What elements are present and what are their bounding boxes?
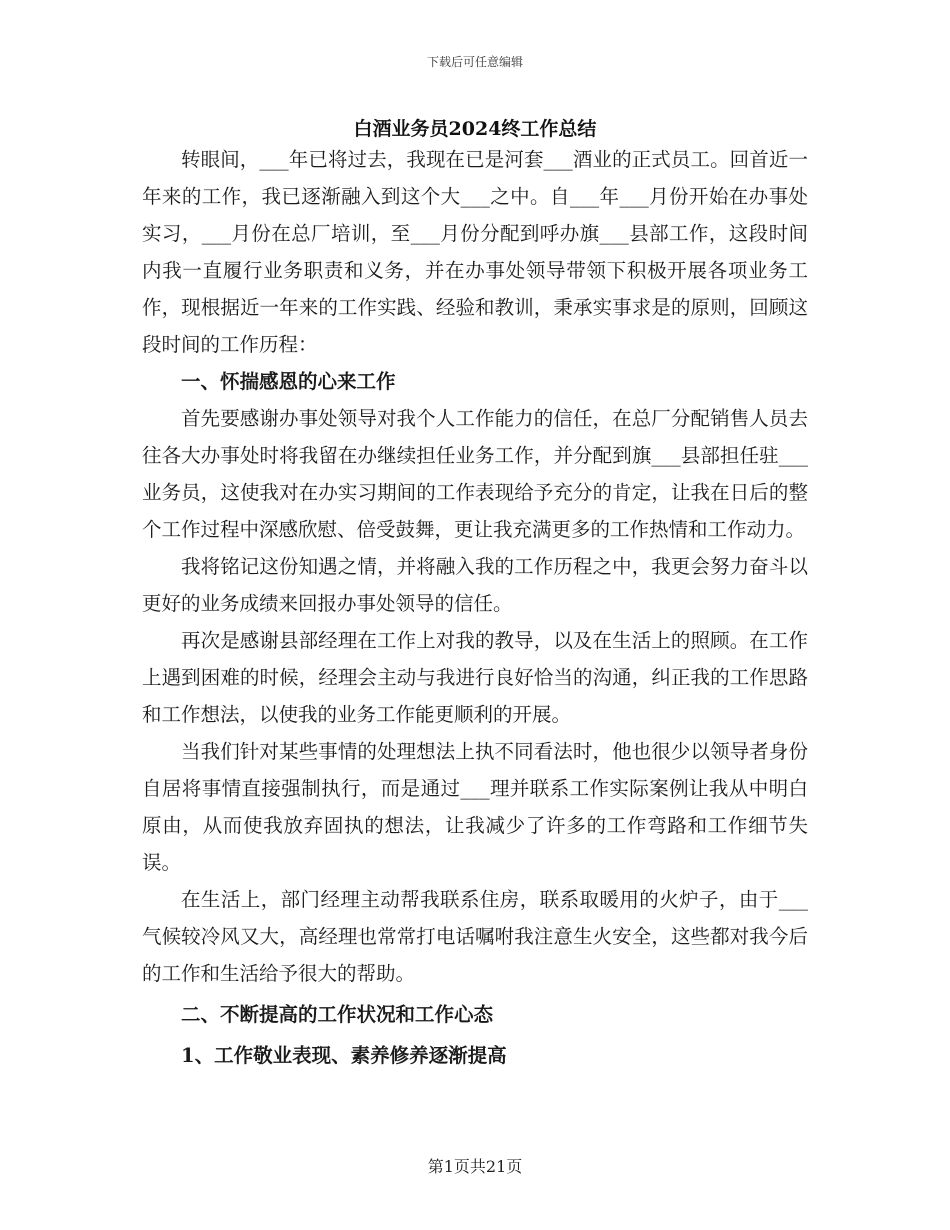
header-note: 下载后可任意编辑 xyxy=(426,55,523,69)
document-title: 白酒业务员2024终工作总结 xyxy=(353,118,597,140)
paragraph: 转眼间，___年已将过去，我现在已是河套___酒业的正式员工。回首近一年来的工作，我已逐渐融入到这个大___之中。自___年___月份开始在办事处实习，___月份在总厂培训，至___月份分配到呼办旗___县部工作，这段时间内我一直履行业务职责和义务，并在办事处领导带领下积极开展各项业务工作，现根据近一年来的工作实践、经验和教训，秉承实事求是的原则，回顾这段时间的工作历程： xyxy=(142,148,808,356)
paragraph: 当我们针对某些事情的处理想法上执不同看法时，他也很少以领导者身份自居将事情直接强制执行，而是通过___理并联系工作实际案例让我从中明白原由，从而使我放弃固执的想法，让我减少了许多的工作弯路和工作细节失误。 xyxy=(142,740,808,874)
page-number: 第1页共21页 xyxy=(427,1157,523,1176)
section-heading: 一、怀揣感恩的心来工作 xyxy=(181,370,396,393)
paragraph: 在生活上，部门经理主动帮我联系住房，联系取暖用的火炉子，由于___气候较冷风又大，高经理也常常打电话嘱咐我注意生火安全，这些都对我今后的工作和生活给予很大的帮助。 xyxy=(142,888,808,985)
paragraph: 首先要感谢办事处领导对我个人工作能力的信任，在总厂分配销售人员去往各大办事处时将我留在办继续担任业务工作，并分配到旗___县部担任驻___业务员，这使我对在办实习期间的工作表现给予充分的肯定，让我在日后的整个工作过程中深感欣慰、倍受鼓舞，更让我充满更多的工作热情和工作动力。 xyxy=(142,407,808,541)
subsection-heading: 1、工作敬业表现、素养修养逐渐提高 xyxy=(181,1044,507,1067)
section-heading: 二、不断提高的工作状况和工作心态 xyxy=(181,1003,494,1026)
paragraph: 再次是感谢县部经理在工作上对我的教导，以及在生活上的照顾。在工作上遇到困难的时候，经理会主动与我进行良好恰当的沟通，纠正我的工作思路和工作想法，以使我的业务工作能更顺利的开展。 xyxy=(142,629,808,726)
paragraph: 我将铭记这份知遇之情，并将融入我的工作历程之中，我更会努力奋斗以更好的业务成绩来回报办事处领导的信任。 xyxy=(142,555,808,615)
document-body xyxy=(142,141,808,1074)
